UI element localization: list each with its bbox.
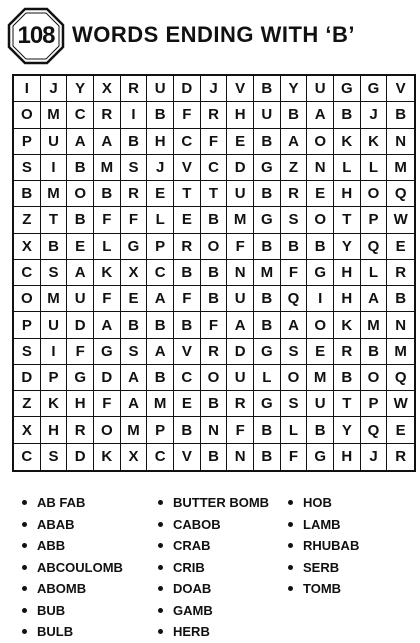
grid-cell[interactable]: G	[94, 339, 121, 365]
word-label: CRAB	[173, 538, 211, 554]
grid-cell[interactable]: N	[227, 444, 254, 470]
grid-cell[interactable]: Q	[361, 417, 388, 443]
grid-cell[interactable]: N	[387, 129, 414, 155]
grid-cell[interactable]: B	[254, 181, 281, 207]
grid-cell[interactable]: F	[201, 312, 228, 338]
grid-cell[interactable]: P	[14, 129, 41, 155]
grid-cell[interactable]: G	[254, 155, 281, 181]
grid-cell[interactable]: M	[227, 207, 254, 233]
word-label: BUB	[37, 602, 66, 618]
grid-cell[interactable]: B	[361, 339, 388, 365]
grid-cell[interactable]: Y	[281, 76, 308, 102]
grid-cell[interactable]: O	[307, 129, 334, 155]
word-list-item	[288, 492, 359, 514]
grid-cell[interactable]: X	[94, 76, 121, 102]
grid-cell[interactable]: H	[147, 129, 174, 155]
word-list-item	[22, 492, 123, 514]
word-search-grid	[12, 74, 416, 472]
word-label: CABOB	[173, 516, 221, 532]
grid-cell[interactable]: F	[281, 260, 308, 286]
grid-cell[interactable]: F	[121, 207, 148, 233]
word-label: RHUBAB	[303, 538, 360, 554]
grid-cell[interactable]: Y	[334, 417, 361, 443]
grid-cell[interactable]: P	[41, 365, 68, 391]
bullet-icon	[22, 608, 27, 613]
grid-cell[interactable]: U	[227, 286, 254, 312]
grid-cell[interactable]: N	[387, 312, 414, 338]
word-label: ABOMB	[37, 581, 87, 597]
grid-cell[interactable]: R	[334, 339, 361, 365]
grid-cell[interactable]: F	[227, 234, 254, 260]
word-label: BUTTER BOMB	[173, 495, 270, 511]
word-list-item	[158, 535, 269, 557]
grid-cell[interactable]: O	[14, 102, 41, 128]
grid-cell[interactable]: N	[307, 155, 334, 181]
puzzle-number: 108	[17, 22, 55, 49]
bullet-icon	[22, 629, 27, 634]
bullet-icon	[158, 522, 163, 527]
grid-cell[interactable]: F	[67, 339, 94, 365]
grid-cell[interactable]: G	[334, 76, 361, 102]
grid-cell[interactable]: R	[121, 76, 148, 102]
grid-cell[interactable]: U	[307, 391, 334, 417]
bullet-icon	[158, 608, 163, 613]
grid-cell[interactable]: O	[361, 181, 388, 207]
grid-cell[interactable]: T	[334, 391, 361, 417]
grid-cell[interactable]: F	[227, 417, 254, 443]
grid-cell[interactable]: Y	[334, 234, 361, 260]
grid-cell[interactable]: K	[334, 312, 361, 338]
grid-cell[interactable]: C	[14, 444, 41, 470]
grid-cell[interactable]: H	[334, 286, 361, 312]
grid-cell[interactable]: B	[254, 76, 281, 102]
grid-cell[interactable]: E	[147, 181, 174, 207]
grid-cell[interactable]: R	[121, 181, 148, 207]
word-label: AB FAB	[37, 495, 86, 511]
grid-cell[interactable]: L	[94, 234, 121, 260]
grid-cell[interactable]: U	[307, 76, 334, 102]
grid-cell[interactable]: M	[41, 181, 68, 207]
grid-cell[interactable]: W	[387, 207, 414, 233]
word-label: ABAB	[37, 516, 75, 532]
grid-cell[interactable]: H	[334, 444, 361, 470]
grid-cell[interactable]: D	[227, 155, 254, 181]
grid-cell[interactable]: B	[41, 234, 68, 260]
bullet-icon	[158, 586, 163, 591]
grid-cell[interactable]: G	[307, 444, 334, 470]
word-list-item	[22, 557, 123, 579]
grid-cell[interactable]: A	[121, 365, 148, 391]
grid-cell[interactable]: P	[14, 312, 41, 338]
grid-cell[interactable]: A	[67, 260, 94, 286]
grid-cell[interactable]: K	[94, 260, 121, 286]
grid-cell[interactable]: D	[94, 365, 121, 391]
grid-cell[interactable]: E	[307, 339, 334, 365]
grid-cell[interactable]: B	[254, 234, 281, 260]
grid-cell[interactable]: R	[395, 448, 407, 466]
grid-cell[interactable]: Q	[387, 365, 414, 391]
bullet-icon	[288, 522, 293, 527]
grid-cell[interactable]: B	[307, 417, 334, 443]
word-list-column-2	[158, 492, 269, 643]
grid-cell[interactable]: I	[307, 286, 334, 312]
grid-cell[interactable]: O	[361, 365, 388, 391]
grid-cell[interactable]: B	[201, 391, 228, 417]
puzzle-number-badge	[6, 6, 66, 66]
grid-cell[interactable]: R	[387, 260, 414, 286]
grid-cell[interactable]: B	[174, 417, 201, 443]
grid-cell[interactable]: P	[361, 391, 388, 417]
grid-cell[interactable]: J	[201, 76, 228, 102]
grid-cell[interactable]: M	[41, 286, 68, 312]
grid-cell[interactable]: E	[67, 234, 94, 260]
grid-cell[interactable]: B	[174, 260, 201, 286]
grid-cell[interactable]: V	[227, 76, 254, 102]
grid-cell[interactable]: F	[94, 391, 121, 417]
word-list-item	[288, 535, 359, 557]
grid-cell[interactable]: P	[361, 207, 388, 233]
grid-cell[interactable]: L	[254, 365, 281, 391]
grid-cell[interactable]: K	[361, 129, 388, 155]
grid-cell[interactable]: B	[387, 286, 414, 312]
grid-cell[interactable]: D	[227, 339, 254, 365]
grid-cell[interactable]: A	[361, 286, 388, 312]
word-list-item	[158, 621, 269, 643]
grid-cell[interactable]: L	[361, 260, 388, 286]
bullet-icon	[158, 500, 163, 505]
grid-cell[interactable]: B	[121, 129, 148, 155]
grid-cell[interactable]: X	[121, 444, 148, 470]
bullet-icon	[288, 543, 293, 548]
grid-cell[interactable]: A	[147, 339, 174, 365]
grid-cell[interactable]: R	[281, 181, 308, 207]
grid-cell[interactable]: E	[387, 234, 414, 260]
bullet-icon	[288, 565, 293, 570]
grid-cell[interactable]: B	[254, 444, 281, 470]
grid-cell[interactable]: L	[281, 417, 308, 443]
grid-cell[interactable]: A	[67, 129, 94, 155]
grid-cell[interactable]: K	[94, 444, 121, 470]
grid-cell[interactable]: C	[14, 260, 41, 286]
grid-cell[interactable]: G	[67, 365, 94, 391]
grid-cell[interactable]: B	[174, 312, 201, 338]
grid-cell[interactable]: B	[67, 155, 94, 181]
word-label: LAMB	[303, 516, 341, 532]
grid-cell[interactable]: S	[41, 260, 68, 286]
grid-cell[interactable]: U	[227, 181, 254, 207]
bullet-icon	[158, 565, 163, 570]
grid-cell[interactable]: I	[41, 155, 68, 181]
grid-cell[interactable]: U	[227, 365, 254, 391]
grid-cell[interactable]: E	[307, 181, 334, 207]
grid-cell[interactable]: H	[41, 417, 68, 443]
grid-cell[interactable]: B	[254, 129, 281, 155]
word-label: GAMB	[173, 602, 213, 618]
word-list-item	[22, 535, 123, 557]
word-list	[0, 492, 420, 638]
grid-cell[interactable]: Q	[361, 234, 388, 260]
grid-cell[interactable]: S	[14, 339, 41, 365]
grid-cell[interactable]: U	[147, 76, 174, 102]
grid-cell[interactable]: V	[174, 444, 201, 470]
grid-cell[interactable]: J	[147, 155, 174, 181]
grid-cell[interactable]: C	[147, 444, 174, 470]
puzzle-header	[6, 6, 414, 66]
grid-cell[interactable]: I	[121, 102, 148, 128]
grid-cell[interactable]: M	[387, 339, 414, 365]
grid-cell[interactable]: I	[41, 339, 68, 365]
grid-cell[interactable]: B	[334, 365, 361, 391]
grid-cell[interactable]: B	[201, 260, 228, 286]
word-list-item	[22, 621, 123, 643]
grid-cell[interactable]: R	[94, 102, 121, 128]
grid-cell[interactable]: M	[307, 365, 334, 391]
word-label: BULB	[37, 624, 74, 640]
grid-cell[interactable]: S	[121, 339, 148, 365]
word-label: TOMB	[303, 581, 342, 597]
grid-cell[interactable]: M	[121, 417, 148, 443]
grid-cell[interactable]: B	[201, 444, 228, 470]
word-label: HERB	[173, 624, 210, 640]
grid-cell[interactable]: M	[94, 155, 121, 181]
bullet-icon	[22, 543, 27, 548]
grid-cell[interactable]: J	[41, 76, 68, 102]
grid-cell[interactable]: T	[201, 181, 228, 207]
grid-cell[interactable]: Z	[14, 207, 41, 233]
grid-cell[interactable]: A	[281, 129, 308, 155]
word-list-item	[22, 578, 123, 600]
grid-cell[interactable]: L	[361, 155, 388, 181]
grid-cell[interactable]: O	[307, 207, 334, 233]
grid-cell[interactable]: A	[307, 102, 334, 128]
grid-cell[interactable]: F	[201, 129, 228, 155]
grid-cell[interactable]: H	[227, 102, 254, 128]
grid-cell[interactable]: F	[94, 286, 121, 312]
grid-cell[interactable]: C	[201, 155, 228, 181]
grid-cell[interactable]: B	[334, 102, 361, 128]
grid-cell[interactable]: K	[41, 391, 68, 417]
grid-cell[interactable]: C	[67, 102, 94, 128]
grid-cell[interactable]: C	[174, 129, 201, 155]
grid-cell[interactable]: C	[147, 260, 174, 286]
grid-cell[interactable]: H	[334, 181, 361, 207]
grid-cell[interactable]: H	[67, 391, 94, 417]
grid-cell[interactable]: A	[281, 312, 308, 338]
grid-cell[interactable]: O	[307, 312, 334, 338]
grid-cell[interactable]: B	[254, 417, 281, 443]
grid-cell[interactable]: U	[41, 129, 68, 155]
grid-cell[interactable]: G	[361, 76, 388, 102]
word-list-item	[288, 514, 359, 536]
word-label: SERB	[303, 559, 340, 575]
grid-cell[interactable]: D	[67, 312, 94, 338]
grid-cell[interactable]: M	[147, 391, 174, 417]
word-label: ABB	[37, 538, 66, 554]
grid-cell[interactable]: K	[334, 129, 361, 155]
grid-cell[interactable]: M	[41, 102, 68, 128]
grid-cell[interactable]: B	[121, 312, 148, 338]
grid-cell[interactable]: S	[281, 391, 308, 417]
grid-cell[interactable]: L	[147, 207, 174, 233]
grid-cell[interactable]: Z	[14, 391, 41, 417]
grid-cell[interactable]: B	[387, 102, 414, 128]
bullet-icon	[288, 586, 293, 591]
grid-cell[interactable]: T	[174, 181, 201, 207]
bullet-icon	[288, 500, 293, 505]
grid-cell[interactable]: G	[254, 339, 281, 365]
grid-cell[interactable]: Z	[281, 155, 308, 181]
word-label: ABCOULOMB	[37, 559, 123, 575]
puzzle-title: WORDS ENDING WITH ‘B’	[72, 22, 356, 47]
grid-cell[interactable]: Y	[67, 76, 94, 102]
bullet-icon	[22, 522, 27, 527]
grid-cell[interactable]: S	[281, 207, 308, 233]
grid-cell[interactable]: X	[14, 417, 41, 443]
bullet-icon	[158, 543, 163, 548]
grid-cell[interactable]: I	[14, 76, 41, 102]
grid-cell[interactable]: N	[201, 417, 228, 443]
grid-cell[interactable]: R	[201, 339, 228, 365]
grid-cell[interactable]: E	[174, 207, 201, 233]
grid-cell[interactable]: B	[14, 181, 41, 207]
word-list-item	[22, 514, 123, 536]
grid-cell[interactable]: U	[254, 102, 281, 128]
grid-cell[interactable]: A	[121, 391, 148, 417]
word-list-column-3	[288, 492, 359, 600]
grid-cell[interactable]: F	[281, 444, 308, 470]
grid-cell[interactable]: G	[254, 391, 281, 417]
grid-cell[interactable]: E	[121, 286, 148, 312]
grid-cell[interactable]: A	[94, 312, 121, 338]
grid-cell[interactable]: B	[201, 286, 228, 312]
grid-cell[interactable]: O	[94, 417, 121, 443]
word-list-item	[288, 578, 359, 600]
grid-cell[interactable]: R	[67, 417, 94, 443]
word-label: CRIB	[173, 559, 205, 575]
grid-cell[interactable]: B	[281, 102, 308, 128]
grid-cell[interactable]: G	[307, 260, 334, 286]
word-list-item	[288, 557, 359, 579]
grid-cell[interactable]: B	[254, 286, 281, 312]
grid-cell[interactable]: P	[147, 234, 174, 260]
grid-cell[interactable]: B	[307, 234, 334, 260]
word-list-item	[158, 557, 269, 579]
grid-cell[interactable]: O	[14, 286, 41, 312]
grid-cell[interactable]: D	[67, 444, 94, 470]
grid-cell[interactable]: S	[14, 155, 41, 181]
grid-cell[interactable]: C	[174, 365, 201, 391]
grid-cell[interactable]: M	[254, 260, 281, 286]
grid-cell[interactable]: B	[281, 234, 308, 260]
grid-cell[interactable]: U	[41, 312, 68, 338]
grid-cell[interactable]: T	[41, 207, 68, 233]
grid-cell[interactable]: R	[227, 391, 254, 417]
grid-cell[interactable]: U	[67, 286, 94, 312]
grid-cell[interactable]: O	[67, 181, 94, 207]
grid-cell[interactable]: O	[201, 365, 228, 391]
grid-cell[interactable]: M	[361, 312, 388, 338]
grid-cell[interactable]: D	[14, 365, 41, 391]
grid-cell[interactable]: B	[147, 312, 174, 338]
bullet-icon	[22, 500, 27, 505]
grid-cell[interactable]: W	[387, 391, 414, 417]
grid-cell[interactable]: Q	[387, 181, 414, 207]
grid-cell[interactable]: R	[174, 234, 201, 260]
grid-cell[interactable]: E	[174, 391, 201, 417]
word-list-item	[158, 514, 269, 536]
grid-cell[interactable]: O	[201, 234, 228, 260]
grid-cell[interactable]: B	[67, 207, 94, 233]
grid-cell[interactable]: G	[121, 234, 148, 260]
grid-cell[interactable]: B	[254, 312, 281, 338]
grid-cell[interactable]: S	[281, 339, 308, 365]
word-list-item	[158, 578, 269, 600]
grid-cell[interactable]: A	[94, 129, 121, 155]
grid-cell[interactable]: B	[201, 207, 228, 233]
grid-cell[interactable]: J	[361, 444, 388, 470]
bullet-icon	[22, 586, 27, 591]
grid-cell[interactable]: T	[334, 207, 361, 233]
word-list-item	[22, 600, 123, 622]
grid-cell[interactable]: F	[174, 286, 201, 312]
grid-cell[interactable]: P	[147, 417, 174, 443]
bullet-icon	[158, 629, 163, 634]
grid-cell[interactable]: E	[387, 417, 414, 443]
grid-cell[interactable]: F	[174, 102, 201, 128]
word-label: DOAB	[173, 581, 212, 597]
grid-cell[interactable]: J	[361, 102, 388, 128]
word-list-item	[158, 492, 269, 514]
grid-cell[interactable]: Q	[281, 286, 308, 312]
grid-cell[interactable]: N	[227, 260, 254, 286]
grid-cell[interactable]: G	[254, 207, 281, 233]
grid-cell[interactable]: A	[227, 312, 254, 338]
grid-cell[interactable]: B	[94, 181, 121, 207]
grid-cell[interactable]: A	[147, 286, 174, 312]
grid-cell[interactable]: R	[201, 102, 228, 128]
word-label: HOB	[303, 495, 332, 511]
grid-cell[interactable]: V	[174, 155, 201, 181]
grid-cell[interactable]: D	[174, 76, 201, 102]
bullet-icon	[22, 565, 27, 570]
grid-cell[interactable]: L	[334, 155, 361, 181]
grid-cell[interactable]: H	[334, 260, 361, 286]
grid-cell[interactable]: V	[387, 76, 414, 102]
grid-cell[interactable]: X	[121, 260, 148, 286]
grid-cell[interactable]: M	[387, 155, 414, 181]
grid-cell[interactable]: O	[281, 365, 308, 391]
grid-cell[interactable]: E	[227, 129, 254, 155]
grid-cell[interactable]: B	[147, 365, 174, 391]
grid-cell[interactable]: S	[121, 155, 148, 181]
word-list-item	[158, 600, 269, 622]
grid-cell[interactable]: X	[14, 234, 41, 260]
grid-cell[interactable]: F	[94, 207, 121, 233]
grid-cell[interactable]: S	[41, 444, 68, 470]
grid-cell[interactable]: B	[147, 102, 174, 128]
grid-cell[interactable]: V	[174, 339, 201, 365]
word-list-column-1	[22, 492, 123, 643]
